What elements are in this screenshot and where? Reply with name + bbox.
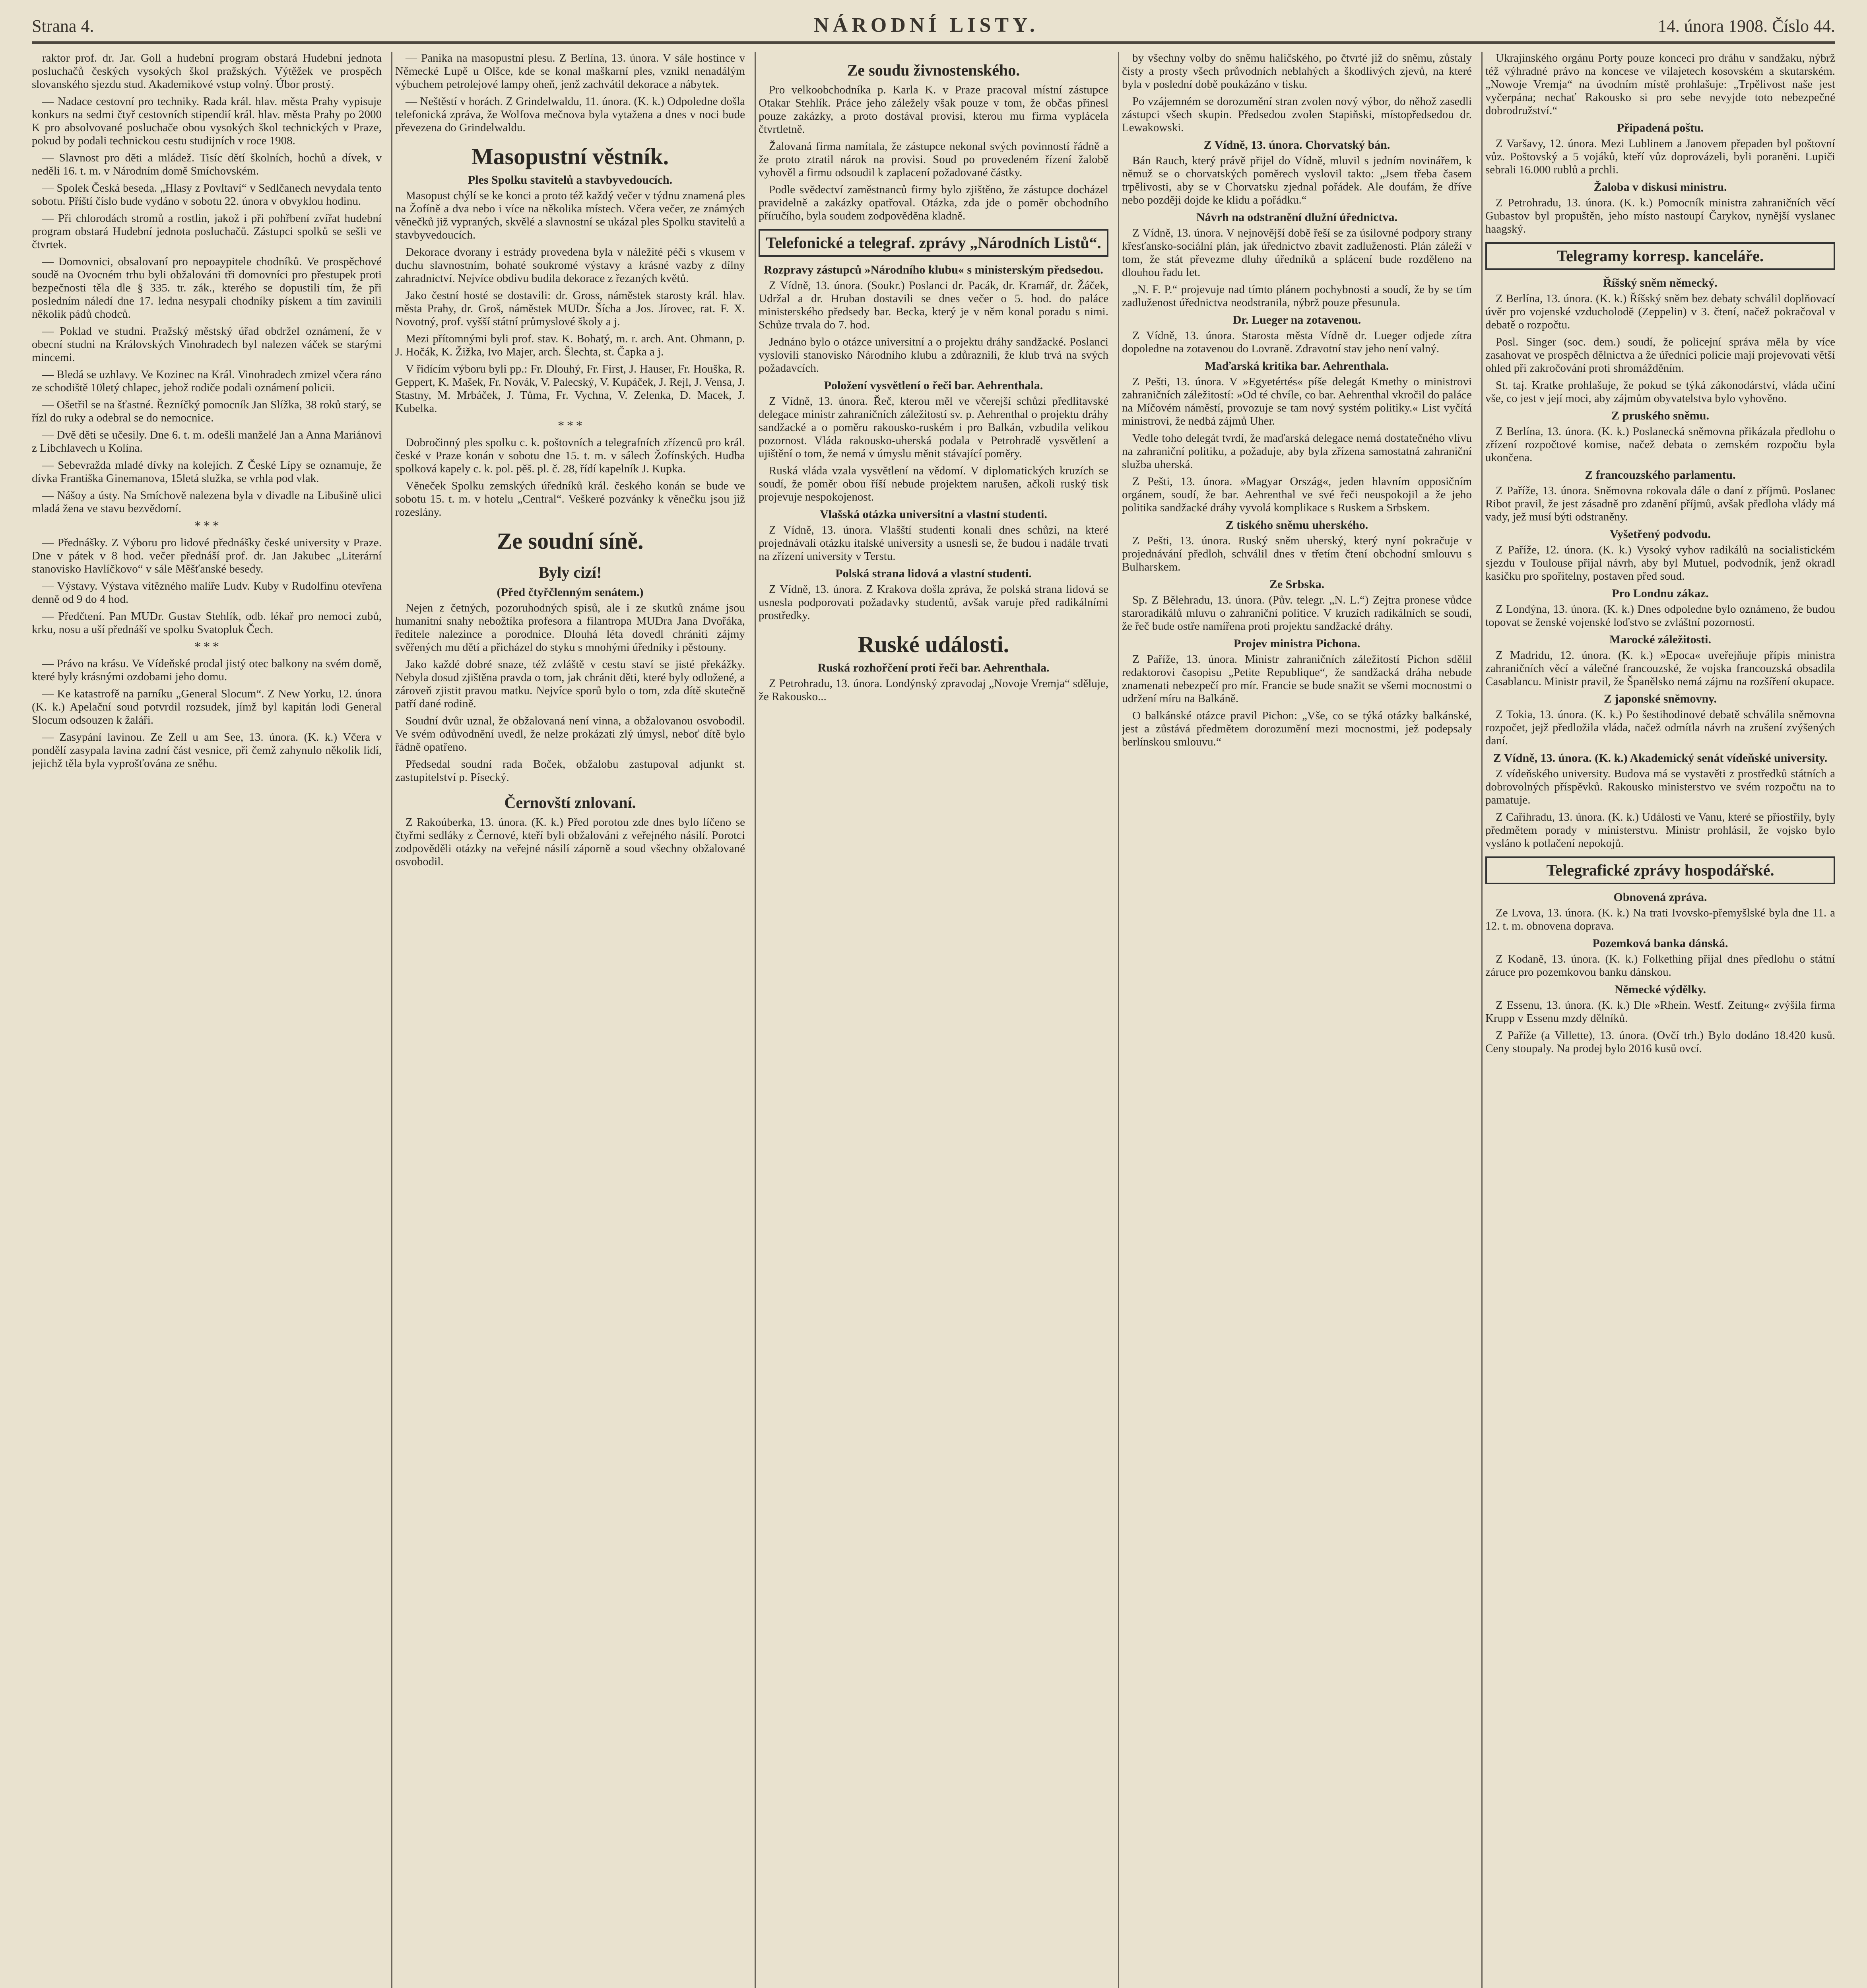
article-paragraph: Z Pešti, 13. února. »Magyar Ország«, jeden hlavním opposičním orgánem, soudí, že bar. Aehrenthal ve své řeči neuspokojil a že jeho politika sandžacké dráhy vyvolá komplikace s Ruskem a Srbskem. (1122, 475, 1472, 514)
column-1 (32, 52, 382, 1988)
article-paragraph: Z Essenu, 13. února. (K. k.) Dle »Rhein. Westf. Zeitung« zvýšila firma Krupp v Essenu mzdy dělníků. (1485, 999, 1835, 1025)
article-paragraph: Nejen z četných, pozoruhodných spisů, ale i ze skutků známe jsou humanitní snahy nebožtíka profesora a filantropa MUDra Jana Dvořáka, ředitele nalezince a porodnice. Dlouhá léta dovedl chrániti zájmy svěřených mu dětí a přicházel do styku s mnohými úředníky i pěstouny. (395, 602, 745, 654)
article-subhead: Říšský sněm německý. (1603, 276, 1718, 289)
article-paragraph: Z Vídně, 13. února. V nejnovější době řeší se za úsilovné podpory strany křesťansko-sociální plán, jak úřednictvo zbavit zadluženosti. Plán záleží v tom, že stát převezme dluhy úředníků a splácení bude rozděleno na dlouhou řadu let. (1122, 227, 1472, 279)
article-subhead: Maďarská kritika bar. Aehrenthala. (1205, 359, 1389, 373)
boxed-heading: Telegramy korresp. kanceláře. (1485, 242, 1835, 270)
article-paragraph: Z Paříže (a Villette), 13. února. (Ovčí trh.) Bylo dodáno 18.420 kusů. Ceny stoupaly. Na prodej bylo 2016 kusů ovcí. (1485, 1029, 1835, 1055)
boxed-heading: Telefonické a telegraf. zprávy „Národních Listů“. (759, 229, 1108, 257)
column-rule (1118, 52, 1119, 1988)
column-rule (391, 52, 392, 1988)
column-5 (1485, 52, 1835, 1988)
article-paragraph: Pro velkoobchodníka p. Karla K. v Praze pracoval místní zástupce Otakar Stehlík. Práce jeho záležely však pouze v tom, že občas přinesl pouze zakázky, a proto dostával provisi, kterou mu firma vyplácela čtvrtletně. (759, 83, 1108, 136)
article-paragraph: Z Vídně, 13. února. Řeč, kterou měl ve včerejší schůzi předlitavské delegace ministr zahraničních záležitostí sv. p. Aehrenthal o projektu dráhy sandžacké a o poměru rakousko-ruském i pro Balkán, vzbudila velikou pozornost. Vláda rakousko-uherská podala v Petrohradě vysvětlení a ujištění o tom, že nemá v úmyslu měnit stávající poměry. (759, 395, 1108, 460)
article-paragraph: — Ke katastrofě na parníku „General Slocum“. Z New Yorku, 12. února (K. k.) Apelační soud potvrdil rozsudek, jímž byl kapitán lodi General Slocum odsouzen k žaláři. (32, 687, 382, 726)
article-subhead: Žaloba v diskusi ministru. (1593, 181, 1727, 194)
article-paragraph: — Domovnici, obsalovaní pro nepoaypitele chodníků. Ve prospěchové soudě na Ovocném trhu byli obžalováni tři domovníci pro přestupek proti bezpečnosti těla dle § 335. tr. zák., kterého se dopustili tím, že při posledním náledí dne 17. ledna nesypali chodníky pískem a tím zavinili několik pádů chodců. (32, 255, 382, 320)
article-paragraph: Sp. Z Bělehradu, 13. února. (Pův. telegr. „N. L.“) Zejtra pronese vůdce staroradikálů mluvu o zahraniční politice. V kruzích radikálních se soudí, že řeč bude ostře namířena proti projektu sandžacké dráhy. (1122, 594, 1472, 633)
article-paragraph: — Dvě děti se učesily. Dne 6. t. m. odešli manželé Jan a Anna Mariánovi z Libchlavech u Kolína. (32, 429, 382, 454)
article-paragraph: Z Rakoúberka, 13. února. (K. k.) Před porotou zde dnes bylo líčeno se čtyřmi sedláky z Černové, kteří byli obžalováni z veřejného násilí. Porotci zodpověděli otázky na veřejné násilí záporně a soud všechny obžalované osvobodil. (395, 816, 745, 868)
article-paragraph: Z Vídně, 13. února. Vlašští studenti konali dnes schůzi, na které projednávali otázku italské university a usnesli se, že budou i nadále trvati na zřízení university v Terstu. (759, 524, 1108, 563)
article-paragraph: Masopust chýlí se ke konci a proto též každý večer v týdnu znamená ples na Žofíně a dva nebo i více na několika místech. Včera večer, ze známých věnečků již vypraných, skvělé a slavnostní se ukázal ples Spolku stavitelů a stavbyvedoucích. (395, 189, 745, 241)
masthead-rule (32, 41, 1835, 44)
article-paragraph: — Slavnost pro děti a mládež. Tisíc dětí školních, hochů a dívek, v neděli 16. t. m. v Národním domě Smíchovském. (32, 151, 382, 177)
article-subhead: Z japonské sněmovny. (1603, 692, 1717, 705)
boxed-heading: Telegrafické zprávy hospodářské. (1485, 856, 1835, 884)
article-paragraph: Z Petrohradu, 13. února. (K. k.) Pomocník ministra zahraničních věcí Gubastov byl propuštěn, jeho místo nastoupí Čarykov, nynější vyslanec haagský. (1485, 196, 1835, 235)
article-paragraph: V řidícím výboru byli pp.: Fr. Dlouhý, Fr. First, J. Hauser, Fr. Houška, R. Geppert, K. Mašek, Fr. Novák, V. Palecský, V. Kupáček, J. Rejl, J. Vensa, J. Stastny, M. Mrbáček, J. Tůma, Fr. Vychna, V. Zelenka, D. Macek, J. Kubelka. (395, 363, 745, 415)
article-subhead: Ples Spolku stavitelů a stavbyvedoucích. (468, 173, 673, 186)
article-subhead: Dr. Lueger na zotavenou. (1232, 313, 1361, 326)
article-paragraph: — Neštěstí v horách. Z Grindelwaldu, 11. února. (K. k.) Odpoledne došla telefonická zpráva, že Wolfova mečnova byla vytažena a dnes v noci bude převezena do Grindelwaldu. (395, 95, 745, 134)
article-paragraph: raktor prof. dr. Jar. Goll a hudební program obstará Hudební jednota posluchačů českých vysokých škol pražských. Výtěžek ve prospěch slovanského sjezdu stud. Akademikové vstup volný. Úbor prostý. (32, 52, 382, 91)
article-paragraph: — Spolek Česká beseda. „Hlasy z Povltaví“ v Sedlčanech nevydala tento sobotu. Příští číslo bude vydáno v sobotu 22. února v obvyklou hodinu. (32, 182, 382, 208)
section-title: Byly cizí! (538, 563, 602, 581)
article-subhead: (Před čtyřčlenným senátem.) (497, 586, 644, 599)
separator: * * * (195, 640, 219, 653)
article-subhead: Položení vysvětlení o řeči bar. Aehrenthala. (824, 379, 1043, 392)
article-paragraph: Z Paříže, 13. února. Sněmovna rokovala dále o daní z příjmů. Poslanec Ribot pravil, že jest zásadně pro zdanění příjmů, avšak předloha vlády má vady, jež musí býti odstraněny. (1485, 484, 1835, 523)
article-paragraph: Z Tokia, 13. února. (K. k.) Po šestihodinové debatě schválila sněmovna rozpočet, jejž předložila vláda, načež odmítla návrh na zrušení zvýšených daní. (1485, 708, 1835, 747)
article-subhead: Ruská rozhořčení proti řeči bar. Aehrenthala. (817, 661, 1050, 674)
article-paragraph: Po vzájemném se dorozumění stran zvolen nový výbor, do něhož zasedli zástupci všech skupin. Předsedou zvolen Stapiňski, místopředsedou dr. Lewakowski. (1122, 95, 1472, 134)
column-rule (755, 52, 756, 1988)
paper-title: NÁRODNÍ LISTY. (814, 14, 1039, 37)
article-subhead: Projev ministra Pichona. (1233, 637, 1360, 650)
article-paragraph: Z Vídně, 13. února. (Soukr.) Poslanci dr. Pacák, dr. Kramář, dr. Žáček, Udržal a dr. Hruban dostavili se dnes večer o 5. hod. do paláce ministerského předsedy bar. Becka, který je v něm konal poradu s nimi. Schůze trvala do 7. hod. (759, 279, 1108, 331)
article-subhead: Německé výdělky. (1615, 983, 1706, 996)
article-paragraph: Z Berlína, 13. února. (K. k.) Poslanecká sněmovna přikázala předlohu o zřízení rozpočtové komise, načež debata o zemském rozpočtu byla ukončena. (1485, 425, 1835, 464)
article-paragraph: — Předčtení. Pan MUDr. Gustav Stehlík, odb. lékař pro nemoci zubů, krku, nosu a uší přednáší ve spolku Svatopluk Čech. (32, 610, 382, 636)
article-paragraph: Z Pešti, 13. února. V »Egyetértés« píše delegát Kmethy o ministrovi zahraničních záležitostí: »Od té chvíle, co bar. Aehrenthal vkročil do paláce na Míčovém náměstí, provozuje se tam nový systém politiky.« List vyčítá ministrovi, že nedbá zájmů Uher. (1122, 375, 1472, 427)
columns (32, 52, 1835, 1988)
article-subhead: Z Vídně, 13. února. Chorvatský bán. (1203, 138, 1390, 151)
article-paragraph: Ze Lvova, 13. února. (K. k.) Na trati Ivovsko-přemyšlské byla dne 11. a 12. t. m. obnovena doprava. (1485, 907, 1835, 932)
article-subhead: Polská strana lidová a vlastní studenti. (835, 567, 1032, 580)
article-paragraph: — Ošetřil se na šťastné. Řezníčký pomocník Jan Slížka, 38 roků starý, se řízl do ruky a odebral se do nemocnice. (32, 398, 382, 424)
article-paragraph: Z Pešti, 13. února. Ruský sněm uherský, který nyní pokračuje v projednávání předloh, schválil dnes v třetím čtení obchodní smlouvu s Bulharskem. (1122, 534, 1472, 573)
article-paragraph: — Nášoy a ústy. Na Smíchově nalezena byla v divadle na Libušině ulici mladá žena ve stavu bezvědomí. (32, 489, 382, 515)
section-title: Ruské události. (858, 631, 1009, 657)
article-subhead: Vlašská otázka universitní a vlastní studenti. (820, 508, 1047, 521)
article-paragraph: Z Madridu, 12. února. (K. k.) »Epoca« uveřejňuje přípis ministra zahraničních věcí a válečné francouzské, že vojska francouzská obsadila Casablancu. Ministr pravil, že Španělsko nemá zájmu na rozšíření okupace. (1485, 649, 1835, 688)
article-paragraph: — Poklad ve studni. Pražský městský úřad obdržel oznámení, že v obecní studni na Královských Vinohradech byl nalezen váček se starými mincemi. (32, 325, 382, 364)
section-title: Masopustní věstník. (471, 144, 669, 169)
masthead (32, 12, 1835, 40)
article-paragraph: Z Cařihradu, 13. února. (K. k.) Události ve Vanu, které se přiostřily, byly předmětem porady v ministerstvu. Ministr prohlásil, že vojsko bylo vysláno k potlačení nepokojů. (1485, 811, 1835, 850)
article-paragraph: — Zasypání lavinou. Ze Zell u am See, 13. února. (K. k.) Včera v pondělí zasypala lavina zadní část vesnice, při čemž zahynulo několik lidí, jejichž těla byla vyprošťována ze sněhu. (32, 731, 382, 770)
article-subhead: Rozpravy zástupců »Národního klubu« s ministerským předsedou. (764, 263, 1103, 276)
article-subhead: Z Vídně, 13. února. (K. k.) Akademický senát vídeňské university. (1493, 751, 1828, 765)
article-subhead: Návrh na odstranění dlužní úřednictva. (1196, 211, 1397, 224)
article-subhead: Vyšetřený podvodu. (1610, 528, 1711, 541)
article-paragraph: Žalovaná firma namítala, že zástupce nekonal svých povinností řádně a že proto ztratil nárok na provisi. Soud po provedeném řízení žalobě vyhověl a firmu odsoudil k zaplacení požadované částky. (759, 140, 1108, 179)
article-paragraph: Jako čestní hosté se dostavili: dr. Gross, náměstek starosty král. hlav. města Prahy, dr. Groš, náměstek MUDr. Šícha a Jos. Jírovec, rat. F. X. Novotný, prof. vyšší státní průmyslové školy a j. (395, 289, 745, 328)
article-paragraph: Dekorace dvorany i estrády provedena byla v náležité péči s vkusem v duchu slavnostním, bohaté soukromé výstavy a krásné vazby z dílny zahradnictví. Nejvíce obdivu budila dekorace z řezaných květů. (395, 246, 745, 285)
article-paragraph: — Přednášky. Z Výboru pro lidové přednášky české university v Praze. Dne v pátek v 8 hod. večer přednáší prof. dr. Jan Jakubec „Literární stanovisko Havlíčkovo“ v sále Měšťanské besedy. (32, 536, 382, 575)
article-paragraph: Jako každé dobré snaze, též zvláště v cestu staví se jisté překážky. Nebyla dosud zjištěna pravda o tom, jak chránit děti, které byly odložené, a zároveň zjistit pravou matku. Nejvíce sporů bylo o tom, zda dítě skutečně patří dané rodině. (395, 658, 745, 710)
article-paragraph: Z Paříže, 13. února. Ministr zahraničních záležitostí Pichon sdělil redaktorovi časopisu „Petite Republique“, že sandžacká dráha nebude znamenati nebezpečí pro mír. Francie se bude snažit se všemi mocnostmi o udržení míru na Balkáně. (1122, 653, 1472, 705)
column-4 (1122, 52, 1472, 1988)
article-subhead: Obnovená zpráva. (1613, 891, 1707, 904)
article-paragraph: Z vídeňského university. Budova má se vystavěti z prostředků státních a dobrovolných příspěvků. Rakousko ministerstvo ve svém rozpočtu na to pamatuje. (1485, 767, 1835, 806)
section-title: Ze soudní síně. (497, 528, 644, 554)
article-paragraph: — Právo na krásu. Ve Vídeňské prodal jistý otec balkony na svém domě, které byly krásnými ozdobami jeho domu. (32, 657, 382, 683)
article-paragraph: Soudní dvůr uznal, že obžalovaná není vinna, a obžalovanou osvobodil. Ve svém odůvodnění uvedl, že nelze prokázati zlý úmysl, neboť dítě bylo řádně opatřeno. (395, 714, 745, 753)
article-paragraph: Z Petrohradu, 13. února. Londýnský zpravodaj „Novoje Vremja“ sděluje, že Rakousko... (759, 677, 1108, 703)
article-subhead: Z pruského sněmu. (1611, 409, 1709, 422)
article-paragraph: Z Paříže, 12. února. (K. k.) Vysoký vyhov radikálů na socialistickém sjezdu v Toulouse přijal návrh, aby byl Mutuel, podvodník, jenž okradl kasičku pro spořitelny, postaven před soud. (1485, 544, 1835, 582)
separator: * * * (195, 519, 219, 532)
article-subhead: Připadená poštu. (1617, 121, 1704, 134)
article-paragraph: Z Berlína, 13. února. (K. k.) Říšský sněm bez debaty schválil doplňovací úvěr pro vojenské vzducholodě (Zeppelin) v 3. čtení, načež pokračoval v debatě o rozpočtu. (1485, 292, 1835, 331)
article-paragraph: Z Vídně, 13. února. Z Krakova došla zpráva, že polská strana lidová se usnesla podporovati požadavky studentů, avšak varuje před radikálními prostředky. (759, 583, 1108, 622)
article-paragraph: O balkánské otázce pravil Pichon: „Vše, co se týká otázky balkánské, jest a zůstává předmětem dorozumění mezi mocnostmi, jež podepsaly berlínskou smlouvu.“ (1122, 709, 1472, 748)
article-paragraph: Ukrajinského orgánu Porty pouze konceci pro dráhu v sandžaku, nýbrž též výhradné právo na koncese ve vilajetech kosovském a skutarském. „Nowoje Vremja“ na úvodním místě prohlašuje: „Trpělivost naše jest vyčerpána; nechať Rakousko si pro sebe nevyjde toto nebezpečné dobrodružství.“ (1485, 52, 1835, 117)
article-paragraph: — Výstavy. Výstava vítězného malíře Ludv. Kuby v Rudolfinu otevřena denně od 9 do 4 hod. (32, 580, 382, 606)
column-2 (395, 52, 745, 1988)
article-paragraph: Z Kodaně, 13. února. (K. k.) Folkething přijal dnes předlohu o státní záruce pro pozemkovou banku dánskou. (1485, 953, 1835, 978)
section-title: Černovští znlovaní. (504, 794, 636, 812)
article-paragraph: Z Varšavy, 12. února. Mezi Lublinem a Janovem přepaden byl poštovní vůz. Poštovský a 5 vojáků, kteří vůz doprovázeli, byli poraněni. Lupiči sebrali 16.000 rublů a prchli. (1485, 137, 1835, 176)
article-paragraph: — Panika na masopustní plesu. Z Berlína, 13. února. V sále hostince v Německé Lupě u Olšce, kde se konal maškarní ples, vznikl nenadálým výbuchem petrolejové lampy oheň, jenž zachvátil dekorace a nábytek. (395, 52, 745, 91)
article-paragraph: Bán Rauch, který právě přijel do Vídně, mluvil s jedním novinářem, k němuž se o chorvatských poměrech vyslovil takto: „Jsem třeba časem trpělivosti, aby se v Chorvatsku zjednal pořádek. Ale doufám, že dříve nebo později dojde ke klidu a pořádku.“ (1122, 154, 1472, 206)
article-paragraph: St. taj. Kratke prohlašuje, že pokud se týká zákonodárství, vláda učiní vše, co jest v její moci, aby zájmům obyvatelstva bylo vyhověno. (1485, 379, 1835, 405)
article-paragraph: Podle svědectví zaměstnanců firmy bylo zjištěno, že zástupce docházel pravidelně a zakázky opatřoval. Otázka, zda jde o poměr obchodního příručího, byla soudem zodpověděna kladně. (759, 183, 1108, 222)
article-paragraph: by všechny volby do sněmu haličského, po čtvrté již do sněmu, zůstaly čisty a prosty všech průvodních neblahých a škodlivých zjevů, na které byla v poslední době poukázáno v tisku. (1122, 52, 1472, 91)
article-paragraph: Ruská vláda vzala vysvětlení na vědomí. V diplomatických kruzích se soudí, že poměr obou říší nebude projektem narušen, ačkoli ruský tisk projevuje nespokojenost. (759, 464, 1108, 503)
column-rule (1481, 52, 1483, 1988)
article-paragraph: Vedle toho delegát tvrdí, že maďarská delegace nemá dostatečného vlivu na zahraniční politiku, a požaduje, aby byla zřízena samostatná zahraniční služba uherská. (1122, 432, 1472, 471)
article-subhead: Pozemková banka dánská. (1592, 937, 1728, 950)
article-subhead: Ze Srbska. (1269, 578, 1325, 591)
article-paragraph: Posl. Singer (soc. dem.) soudí, že policejní správa měla by více zasahovat ve prospěch dělnictva a že úředníci policie mají projevovati větší ohled při zakročování proti shromážděním. (1485, 336, 1835, 375)
article-subhead: Marocké záležitosti. (1609, 633, 1711, 646)
article-paragraph: Z Vídně, 13. února. Starosta města Vídně dr. Lueger odjede zítra dopoledne na zotavenou do Lovraně. Zdravotní stav jeho není valný. (1122, 329, 1472, 355)
article-paragraph: Jednáno bylo o otázce universitní a o projektu dráhy sandžacké. Poslanci vyslovili stanovisko Národního klubu a zdůraznili, že klub trvá na svých požadavcích. (759, 336, 1108, 375)
article-subhead: Z tiského sněmu uherského. (1225, 518, 1368, 532)
separator: * * * (558, 419, 582, 432)
article-paragraph: — Nadace cestovní pro techniky. Rada král. hlav. města Prahy vypisuje konkurs na sedmi čtyř cestovních stipendií král. hlav. města Prahy po 2000 K pro absolvované posluchače obou vysokých škol technických v Praze, pokud by podali technickou cestu studijních v roce 1908. (32, 95, 382, 147)
article-paragraph: Dobročinný ples spolku c. k. poštovních a telegrafních zřízenců pro král. české v Praze konán v sobotu dne 15. t. m. v sálech Žofínských. Hudba spolková kapely c. k. pol. pěš. pl. č. 28, řídí kapelník J. Kupka. (395, 436, 745, 475)
article-paragraph: „N. F. P.“ projevuje nad tímto plánem pochybnosti a soudí, že by se tím zadluženost úřednictva neodstranila, nýbrž pouze přesunula. (1122, 283, 1472, 309)
article-paragraph: — Sebevražda mladé dívky na kolejích. Z České Lípy se oznamuje, že dívka Františka Ginemanova, 15letá služka, se vrhla pod vlak. (32, 459, 382, 485)
article-paragraph: — Při chlorodách stromů a rostlin, jakož i při pohřbení zvířat hudební program obstará Hudební jednota posluchačů. Zástupci spolků se sešli ve čtvrtek. (32, 212, 382, 251)
article-subhead: Z francouzského parlamentu. (1585, 468, 1736, 481)
article-subhead: Pro Londnu zákaz. (1612, 587, 1709, 600)
article-paragraph: — Bledá se uzhlavy. Ve Kozinec na Král. Vinohradech zmizel včera ráno ze schodiště 10letý chlapec, jehož rodiče podali oznámení policii. (32, 368, 382, 394)
article-paragraph: Z Londýna, 13. února. (K. k.) Dnes odpoledne bylo oznámeno, že budou topovat se ženské vojenské loďstvo se zvláštní pozorností. (1485, 603, 1835, 629)
column-3 (759, 52, 1108, 1988)
article-paragraph: Předsedal soudní rada Boček, obžalobu zastupoval adjunkt st. zastupitelství p. Písecký. (395, 758, 745, 784)
article-paragraph: Věneček Spolku zemských úředníků král. českého konán se bude ve sobotu 15. t. m. v hotelu „Central“. Veškeré pozvánky k věnečku jsou již rozeslány. (395, 480, 745, 518)
section-title: Ze soudu živnostenského. (847, 61, 1020, 79)
page-label: Strana 4. (32, 16, 94, 36)
article-paragraph: Mezi přítomnými byli prof. stav. K. Bohatý, m. r. arch. Ant. Ohmann, p. J. Hočák, K. Žižka, Ivo Majer, arch. Šlechta, st. Čapka a j. (395, 332, 745, 358)
date-issue: 14. února 1908. Číslo 44. (1657, 16, 1835, 36)
